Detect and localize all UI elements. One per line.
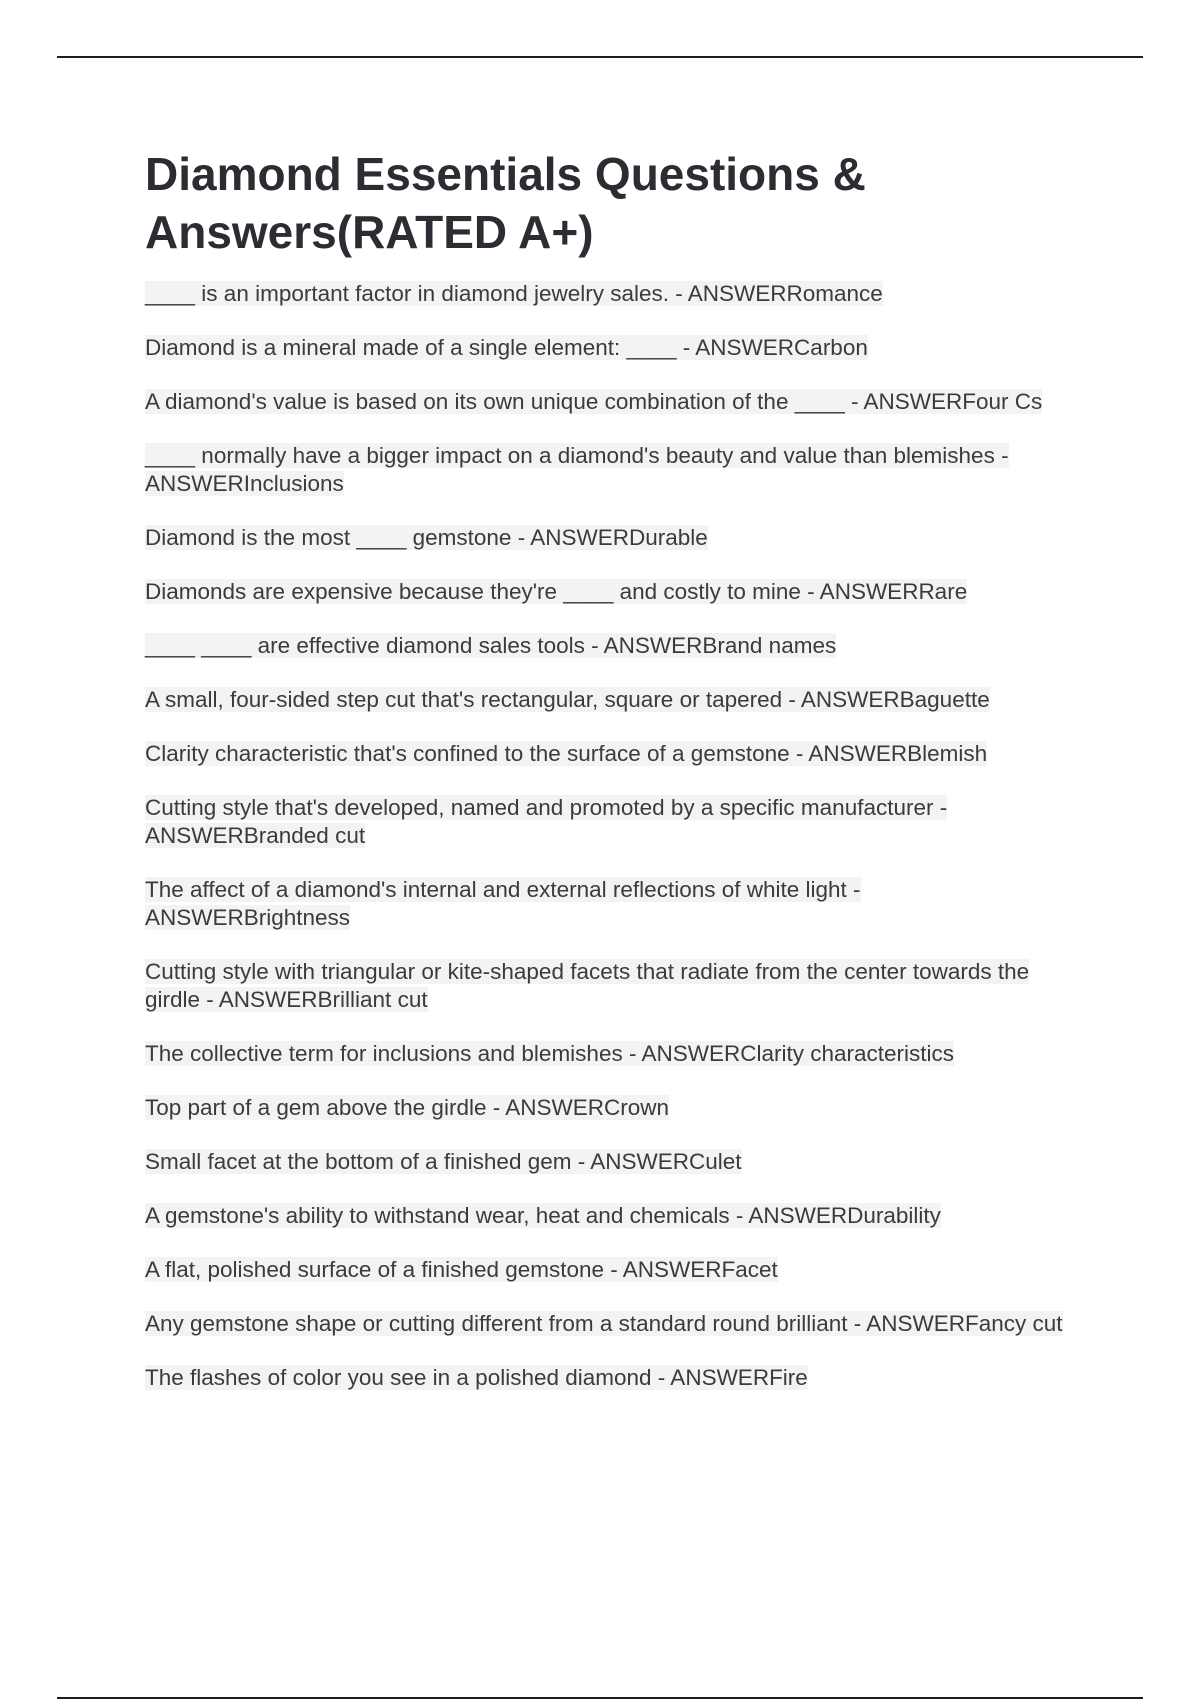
qa-text: ____ ____ are effective diamond sales tools - ANSWERBrand names bbox=[145, 633, 837, 658]
qa-text: A small, four-sided step cut that's rectangular, square or tapered - ANSWERBaguette bbox=[145, 687, 990, 712]
qa-text: Clarity characteristic that's confined to the surface of a gemstone - ANSWERBlemish bbox=[145, 741, 988, 766]
qa-item-14 bbox=[145, 1094, 1065, 1122]
qa-text: The affect of a diamond's internal and external reflections of white light - ANSWERBrightness bbox=[145, 877, 861, 930]
qa-list bbox=[145, 280, 1065, 1418]
qa-item-15 bbox=[145, 1148, 1065, 1176]
qa-item-7 bbox=[145, 632, 1065, 660]
qa-item-2 bbox=[145, 334, 1065, 362]
qa-text: The flashes of color you see in a polished diamond - ANSWERFire bbox=[145, 1365, 808, 1390]
qa-text: The collective term for inclusions and blemishes - ANSWERClarity characteristics bbox=[145, 1041, 955, 1066]
qa-item-19 bbox=[145, 1364, 1065, 1392]
qa-item-17 bbox=[145, 1256, 1065, 1284]
qa-item-12 bbox=[145, 958, 1065, 1014]
qa-item-16 bbox=[145, 1202, 1065, 1230]
page-title: Diamond Essentials Questions & Answers(RATED A+) bbox=[145, 148, 866, 258]
qa-item-9 bbox=[145, 740, 1065, 768]
qa-text: Diamond is the most ____ gemstone - ANSWERDurable bbox=[145, 525, 708, 550]
qa-text: Small facet at the bottom of a finished gem - ANSWERCulet bbox=[145, 1149, 742, 1174]
qa-text: Cutting style that's developed, named and promoted by a specific manufacturer - ANSWERBranded cut bbox=[145, 795, 948, 848]
qa-item-5 bbox=[145, 524, 1065, 552]
qa-item-18 bbox=[145, 1310, 1065, 1338]
qa-text: Diamond is a mineral made of a single element: ____ - ANSWERCarbon bbox=[145, 335, 868, 360]
qa-text: A diamond's value is based on its own unique combination of the ____ - ANSWERFour Cs bbox=[145, 389, 1043, 414]
qa-item-4 bbox=[145, 442, 1065, 498]
qa-text: Top part of a gem above the girdle - ANSWERCrown bbox=[145, 1095, 669, 1120]
qa-item-6 bbox=[145, 578, 1065, 606]
qa-text: ____ is an important factor in diamond jewelry sales. - ANSWERRomance bbox=[145, 281, 883, 306]
bottom-divider bbox=[57, 1697, 1143, 1699]
qa-text: A flat, polished surface of a finished gemstone - ANSWERFacet bbox=[145, 1257, 778, 1282]
qa-item-1 bbox=[145, 280, 1065, 308]
qa-text: Any gemstone shape or cutting different from a standard round brilliant - ANSWERFancy cut bbox=[145, 1311, 1063, 1336]
qa-item-3 bbox=[145, 388, 1065, 416]
qa-item-10 bbox=[145, 794, 1065, 850]
qa-item-11 bbox=[145, 876, 1065, 932]
qa-text: Diamonds are expensive because they're ____ and costly to mine - ANSWERRare bbox=[145, 579, 968, 604]
qa-text: Cutting style with triangular or kite-shaped facets that radiate from the center towards the girdle - ANSWERBrilliant cut bbox=[145, 959, 1030, 1012]
top-divider bbox=[57, 56, 1143, 58]
qa-text: A gemstone's ability to withstand wear, heat and chemicals - ANSWERDurability bbox=[145, 1203, 941, 1228]
qa-item-8 bbox=[145, 686, 1065, 714]
qa-item-13 bbox=[145, 1040, 1065, 1068]
qa-text: ____ normally have a bigger impact on a diamond's beauty and value than blemishes - ANSWERInclusions bbox=[145, 443, 1009, 496]
